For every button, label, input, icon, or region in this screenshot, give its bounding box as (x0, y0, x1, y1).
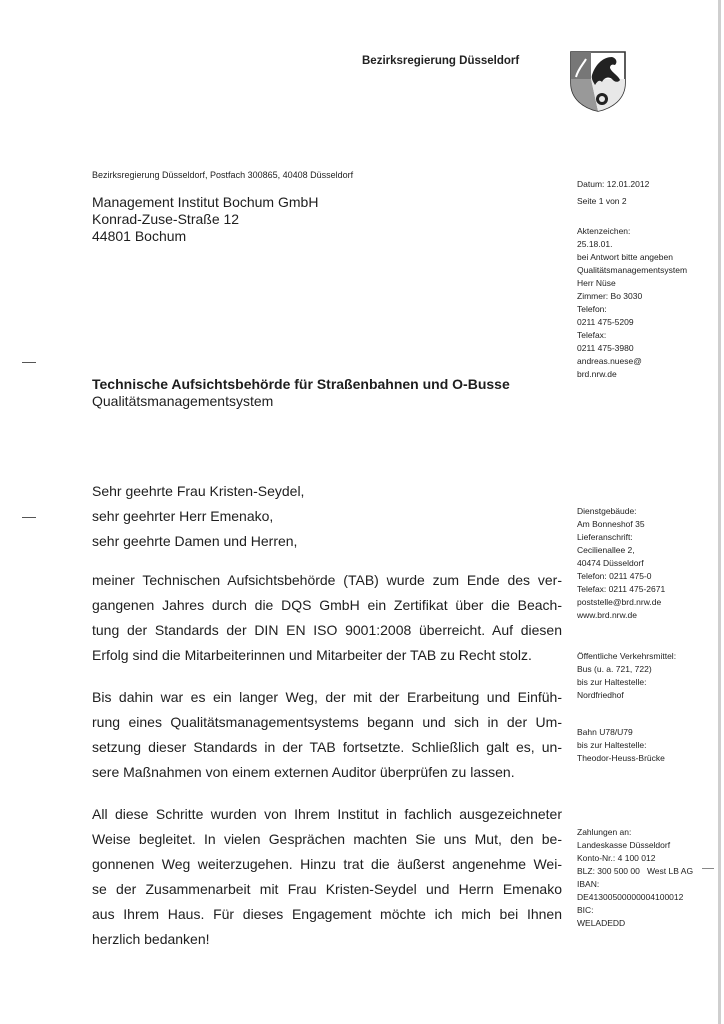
subject-title: Technische Aufsichtsbehörde für Straßenbahnen und O-Busse (92, 376, 510, 392)
paragraph-line: rung eines Qualitätsmanagementsystems begann und sich in der Um- (92, 714, 562, 730)
paragraph-line: All diese Schritte wurden von Ihrem Institut in fachlich ausgezeichneter (92, 806, 562, 822)
bank-payee: Landeskasse Düsseldorf (577, 840, 671, 850)
recipient-address (92, 194, 318, 245)
reference-block (577, 225, 687, 381)
bank-blz: BLZ: 300 500 00 West LB AG (577, 866, 694, 876)
transit-block (577, 650, 676, 702)
subject-block (92, 376, 510, 410)
bus: Bus (u. a. 721, 722) (577, 664, 652, 674)
fold-mark (22, 362, 36, 363)
nrw-coat-of-arms-logo (568, 49, 628, 113)
subject-subtitle: Qualitätsmanagementsystem (92, 393, 274, 409)
scan-edge (718, 0, 721, 1024)
ref-note: bei Antwort bitte angeben (577, 252, 673, 262)
department: Qualitätsmanagementsystem (577, 265, 688, 275)
email: andreas.nuese@ (577, 356, 642, 366)
fax: 0211 475-3980 (577, 343, 634, 353)
bank-label: Zahlungen an: (577, 827, 632, 837)
phone: 0211 475-5209 (577, 317, 634, 327)
paragraph-line: sere Maßnahmen von einem externen Auditor überprüfen zu lassen. (92, 764, 515, 780)
page-number: Seite 1 von 2 (577, 196, 627, 206)
ref-label: Aktenzeichen: (577, 226, 631, 236)
tram: Bahn U78/U79 (577, 727, 633, 737)
paragraph-line: se der Zusammenarbeit mit Frau Kristen-Seydel und Herrn Emenako (92, 881, 562, 897)
paragraph-line: aus Ihrem Haus. Für dieses Engagement möchte ich mich bei Ihnen (92, 906, 562, 922)
letter-date: Datum: 12.01.2012 (577, 179, 650, 189)
tram-block (577, 726, 665, 765)
tram-stop: Theodor-Heuss-Brücke (577, 753, 665, 763)
body-paragraph (92, 568, 562, 668)
paragraph-line: setzung dieser Standards in der TAB fortsetzte. Schließlich galt es, un- (92, 739, 562, 755)
iban: DE41300500000004100012 (577, 892, 684, 902)
bic-label: BIC: (577, 905, 594, 915)
delivery-address: 40474 Düsseldorf (577, 558, 644, 568)
delivery-label: Lieferanschrift: (577, 532, 633, 542)
office-block (577, 505, 665, 622)
building-label: Dienstgebäude: (577, 506, 637, 516)
paragraph-line: Erfolg sind die Mitarbeiterinnen und Mitarbeiter der TAB zu Recht stolz. (92, 647, 532, 663)
salutation (92, 479, 304, 554)
tram-to: bis zur Haltestelle: (577, 740, 647, 750)
recipient-line: Management Institut Bochum GmbH (92, 194, 319, 210)
salutation-line: sehr geehrter Herr Emenako, (92, 508, 274, 524)
bic: WELADEDD (577, 918, 626, 928)
ref-value: 25.18.01. (577, 239, 613, 249)
iban-label: IBAN: (577, 879, 600, 889)
punch-mark (22, 517, 36, 518)
return-address: Bezirksregierung Düsseldorf, Postfach 300865, 40408 Düsseldorf (92, 170, 354, 180)
paragraph-line: tung der Standards der DIN EN ISO 9001:2008 überreicht. Auf diesen (92, 622, 562, 638)
bank-block (577, 826, 693, 930)
paragraph-line: herzlich bedanken! (92, 931, 210, 947)
office-fax: Telefax: 0211 475-2671 (577, 584, 666, 594)
transit-label: Öffentliche Verkehrsmittel: (577, 651, 677, 661)
bank-account: Konto-Nr.: 4 100 012 (577, 853, 656, 863)
contact-person: Herr Nüse (577, 278, 616, 288)
room: Zimmer: Bo 3030 (577, 291, 643, 301)
bus-stop: Nordfriedhof (577, 690, 624, 700)
paragraph-line: Bis dahin war es ein langer Weg, der mit der Erarbeitung und Einfüh- (92, 689, 562, 705)
office-phone: Telefon: 0211 475-0 (577, 571, 652, 581)
salutation-line: Sehr geehrte Frau Kristen-Seydel, (92, 483, 305, 499)
office-email: poststelle@brd.nrw.de (577, 597, 662, 607)
paragraph-line: gonnenen Weg weiterzugehen. Hinzu trat die äußerst angenehme Wei- (92, 856, 562, 872)
fax-label: Telefax: (577, 330, 607, 340)
phone-label: Telefon: (577, 304, 607, 314)
paragraph-line: meiner Technischen Aufsichtsbehörde (TAB) wurde zum Ende des ver- (92, 572, 562, 588)
building: Am Bonneshof 35 (577, 519, 645, 529)
recipient-line: 44801 Bochum (92, 228, 187, 244)
paragraph-line: gangenen Jahres durch die DQS GmbH ein Zertifikat über die Beach- (92, 597, 562, 613)
letter-date-block (577, 178, 649, 208)
salutation-line: sehr geehrte Damen und Herren, (92, 533, 298, 549)
scan-mark (702, 868, 714, 869)
letterhead-authority: Bezirksregierung Düsseldorf (362, 55, 520, 67)
delivery-address: Cecilienallee 2, (577, 545, 635, 555)
bus-to: bis zur Haltestelle: (577, 677, 647, 687)
body-paragraph (92, 802, 562, 952)
office-web: www.brd.nrw.de (577, 610, 637, 620)
paragraph-line: Weise begleitet. In vielen Gesprächen machten Sie uns Mut, den be- (92, 831, 562, 847)
body-paragraph (92, 685, 562, 785)
email: brd.nrw.de (577, 369, 617, 379)
recipient-line: Konrad-Zuse-Straße 12 (92, 211, 240, 227)
